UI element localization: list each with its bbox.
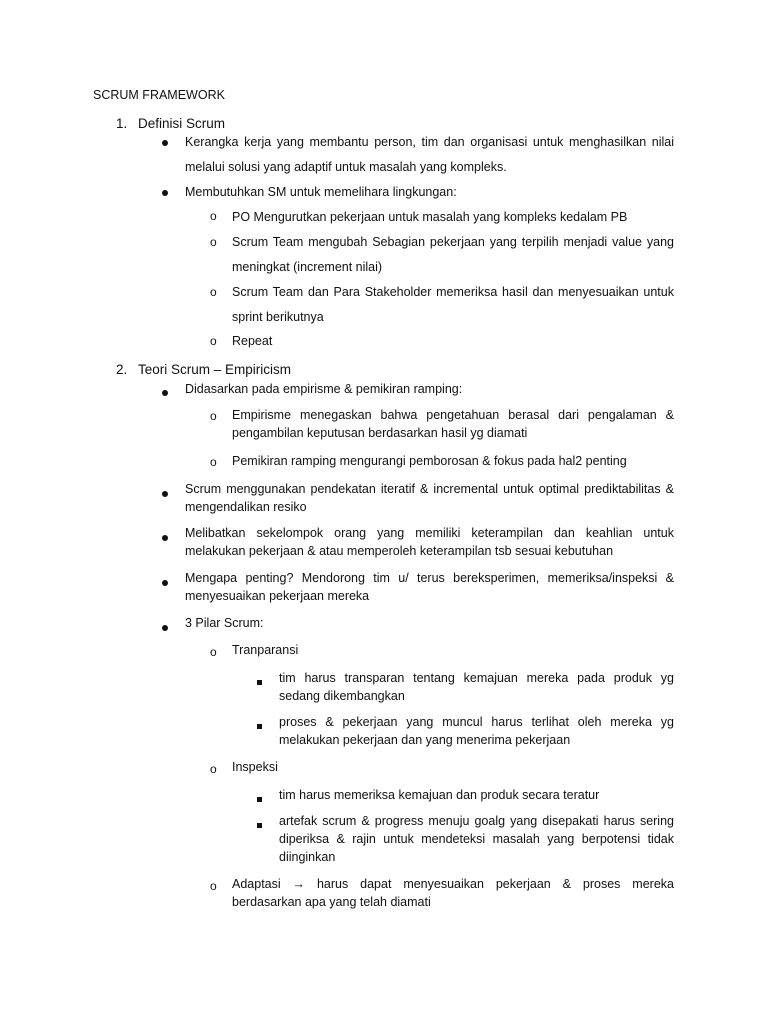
- sub-list-item: Repeat: [232, 334, 273, 348]
- document-title: SCRUM FRAMEWORK: [93, 88, 225, 102]
- bullet-icon: [162, 491, 168, 497]
- circle-bullet-icon: o: [210, 762, 217, 776]
- pillar-name: Adaptasi → harus dapat menyesuaikan pekerjaan & proses mereka berdasarkan apa yang telah diamati: [232, 877, 674, 909]
- bullet-icon: [162, 535, 168, 541]
- circle-bullet-icon: o: [210, 209, 217, 223]
- circle-bullet-icon: o: [210, 645, 217, 659]
- list-item: Mengapa penting? Mendorong tim u/ terus bereksperimen, memeriksa/inspeksi & menyesuaikan pekerjaan mereka: [185, 571, 674, 603]
- bullet-icon: [162, 140, 168, 146]
- bullet-icon: [162, 190, 168, 196]
- bullet-icon: [162, 390, 168, 396]
- sub-list-item: Pemikiran ramping mengurangi pemborosan & fokus pada hal2 penting: [232, 454, 627, 468]
- list-item: Scrum menggunakan pendekatan iteratif & incremental untuk optimal prediktabilitas & mengendalikan resiko: [185, 482, 674, 514]
- circle-bullet-icon: o: [210, 235, 217, 249]
- pillar-point: proses & pekerjaan yang muncul harus terlihat oleh mereka yg melakukan pekerjaan dan yang menerima pekerjaan: [279, 715, 674, 747]
- section-title: Teori Scrum – Empiricism: [138, 362, 292, 377]
- pillar-name: Inspeksi: [232, 760, 278, 774]
- list-item: 3 Pilar Scrum:: [185, 616, 264, 630]
- list-item: Kerangka kerja yang membantu person, tim dan organisasi untuk menghasilkan nilai melalui solusi yang adaptif untuk masalah yang kompleks.: [185, 135, 674, 174]
- pillar-name: Tranparansi: [232, 643, 299, 657]
- circle-bullet-icon: o: [210, 409, 217, 423]
- square-bullet-icon: [257, 724, 262, 729]
- pillar-point: tim harus memeriksa kemajuan dan produk secara teratur: [279, 788, 600, 802]
- section-number: 1.: [116, 116, 128, 131]
- list-item: Didasarkan pada empirisme & pemikiran ramping:: [185, 382, 463, 396]
- bullet-icon: [162, 625, 168, 631]
- section-heading-2: [116, 362, 291, 377]
- sub-list-item: PO Mengurutkan pekerjaan untuk masalah yang kompleks kedalam PB: [232, 210, 628, 224]
- sub-list-item: Empirisme menegaskan bahwa pengetahuan berasal dari pengalaman & pengambilan keputusan berdasarkan hasil yg diamati: [232, 408, 674, 440]
- section-number: 2.: [116, 362, 128, 377]
- pillar-point: artefak scrum & progress menuju goalg yang disepakati harus sering diperiksa & rajin untuk mendeteksi masalah yang berpotensi tidak diinginkan: [279, 814, 674, 864]
- section-title: Definisi Scrum: [138, 116, 226, 131]
- list-item: Membutuhkan SM untuk memelihara lingkungan:: [185, 185, 457, 199]
- circle-bullet-icon: o: [210, 455, 217, 469]
- circle-bullet-icon: o: [210, 285, 217, 299]
- sub-list-item: Scrum Team mengubah Sebagian pekerjaan yang terpilih menjadi value yang meningkat (increment nilai): [232, 235, 674, 274]
- square-bullet-icon: [257, 797, 262, 802]
- list-item: Melibatkan sekelompok orang yang memiliki keterampilan dan keahlian untuk melakukan pekerjaan & atau memperoleh keterampilan tsb sesuai kebutuhan: [185, 526, 674, 558]
- circle-bullet-icon: o: [210, 334, 217, 348]
- circle-bullet-icon: o: [210, 879, 217, 893]
- square-bullet-icon: [257, 823, 262, 828]
- bullet-icon: [162, 580, 168, 586]
- sub-list-item: Scrum Team dan Para Stakeholder memeriksa hasil dan menyesuaikan untuk sprint berikutnya: [232, 285, 674, 324]
- square-bullet-icon: [257, 680, 262, 685]
- pillar-point: tim harus transparan tentang kemajuan mereka pada produk yg sedang dikembangkan: [279, 671, 674, 703]
- section-heading-1: [116, 116, 225, 131]
